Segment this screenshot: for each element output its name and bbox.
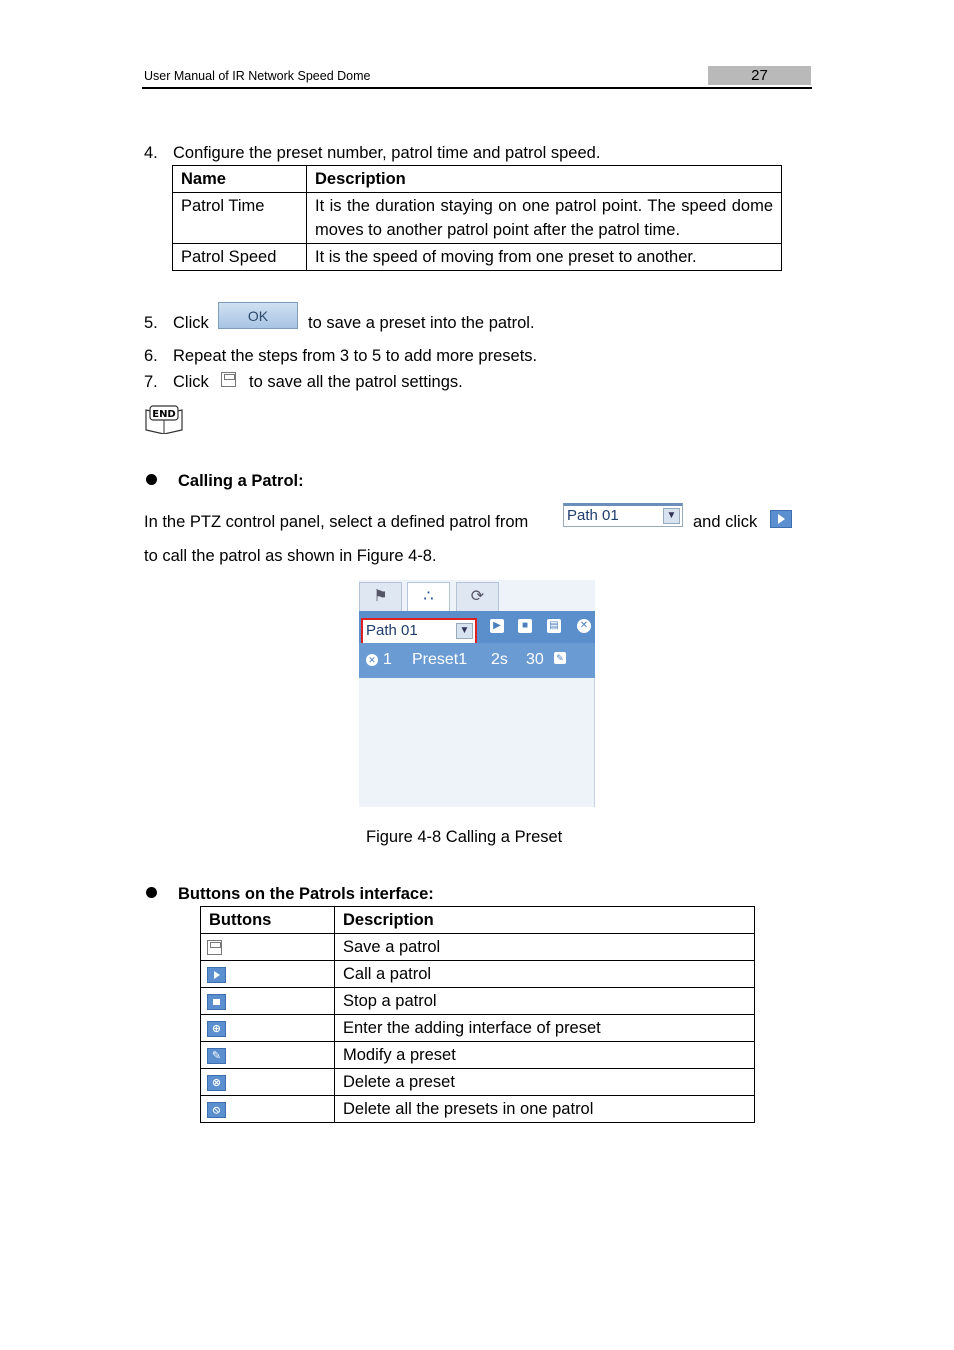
edit-icon[interactable]: ✎	[554, 652, 566, 664]
buttons-table	[200, 906, 755, 1123]
step-7-pre: Click	[173, 373, 209, 391]
button-desc: Modify a preset	[335, 1042, 755, 1069]
add-icon: ⊕	[207, 1021, 226, 1037]
step-5-number: 5.	[144, 314, 158, 332]
patrol-select-value: Path 01	[567, 507, 619, 524]
header-rule	[142, 87, 812, 89]
bullet	[146, 887, 157, 898]
patrol-select[interactable]	[563, 503, 683, 527]
table-header-description: Description	[335, 907, 755, 934]
calling-heading: Calling a Patrol:	[178, 472, 304, 490]
play-icon[interactable]: ▶	[490, 619, 504, 633]
save-icon[interactable]	[221, 372, 236, 387]
figure-patrol-select-value: Path 01	[366, 622, 418, 639]
pattern-icon[interactable]: ⟳	[456, 582, 499, 611]
table-header-description: Description	[307, 166, 782, 193]
preset-row-speed: 30	[526, 651, 544, 668]
button-desc: Call a patrol	[335, 961, 755, 988]
step-6-number: 6.	[144, 347, 158, 365]
delete-all-icon: ⦸	[207, 1102, 226, 1118]
table-cell-desc: It is the duration staying on one patrol point. The speed dome moves to another patrol point after the patrol time.	[307, 193, 782, 244]
preset-row[interactable]	[359, 643, 595, 678]
play-icon	[207, 967, 226, 983]
preset-flag-icon[interactable]: ⚑	[359, 582, 402, 611]
step-4-text: Configure the preset number, patrol time and patrol speed.	[173, 144, 601, 162]
table-cell-name: Patrol Speed	[173, 244, 307, 271]
button-desc: Stop a patrol	[335, 988, 755, 1015]
tab-bar	[359, 580, 595, 611]
patrol-icon[interactable]: ∴	[407, 582, 450, 611]
step-4-number: 4.	[144, 144, 158, 162]
step-5-post: to save a preset into the patrol.	[308, 314, 535, 332]
step-7-post: to save all the patrol settings.	[249, 373, 463, 391]
chevron-down-icon[interactable]: ▼	[663, 508, 680, 524]
header-title: User Manual of IR Network Speed Dome	[144, 69, 371, 83]
buttons-heading: Buttons on the Patrols interface:	[178, 885, 434, 903]
calling-line2: to call the patrol as shown in Figure 4-8.	[144, 547, 437, 565]
step-5-pre: Click	[173, 314, 209, 332]
delete-icon[interactable]: ✕	[366, 654, 378, 666]
calling-line1-post: and click	[693, 513, 758, 531]
page-number: 27	[751, 67, 768, 84]
table-header-buttons: Buttons	[201, 907, 335, 934]
table-cell-desc: It is the speed of moving from one preset to another.	[307, 244, 782, 271]
button-desc: Enter the adding interface of preset	[335, 1015, 755, 1042]
play-icon[interactable]	[770, 510, 792, 528]
bullet	[146, 474, 157, 485]
edit-icon: ✎	[207, 1048, 226, 1064]
ptz-patrol-panel	[359, 580, 595, 807]
button-desc: Save a patrol	[335, 934, 755, 961]
table-cell-name: Patrol Time	[173, 193, 307, 244]
button-desc: Delete all the presets in one patrol	[335, 1096, 755, 1123]
step-6-text: Repeat the steps from 3 to 5 to add more presets.	[173, 347, 538, 365]
button-desc: Delete a preset	[335, 1069, 755, 1096]
preset-row-name: Preset1	[412, 651, 468, 668]
parameter-table	[172, 165, 782, 271]
end-label: END	[152, 409, 176, 420]
end-book-icon	[144, 402, 184, 434]
save-icon[interactable]: ▤	[547, 619, 561, 633]
delete-icon: ⊗	[207, 1075, 226, 1091]
chevron-down-icon[interactable]: ▼	[456, 623, 473, 639]
preset-row-time: 2s	[491, 651, 508, 668]
ok-button[interactable]: OK	[218, 302, 298, 329]
delete-all-icon[interactable]: ✕	[577, 619, 591, 633]
figure-patrol-select[interactable]	[361, 618, 477, 645]
table-header-name: Name	[173, 166, 307, 193]
step-7-number: 7.	[144, 373, 158, 391]
preset-row-number: 1	[383, 651, 392, 668]
save-icon	[207, 940, 222, 955]
stop-icon[interactable]: ■	[518, 619, 532, 633]
stop-icon	[207, 994, 226, 1010]
calling-line1-pre: In the PTZ control panel, select a defined patrol from	[144, 513, 529, 531]
figure-caption: Figure 4-8 Calling a Preset	[366, 828, 563, 846]
